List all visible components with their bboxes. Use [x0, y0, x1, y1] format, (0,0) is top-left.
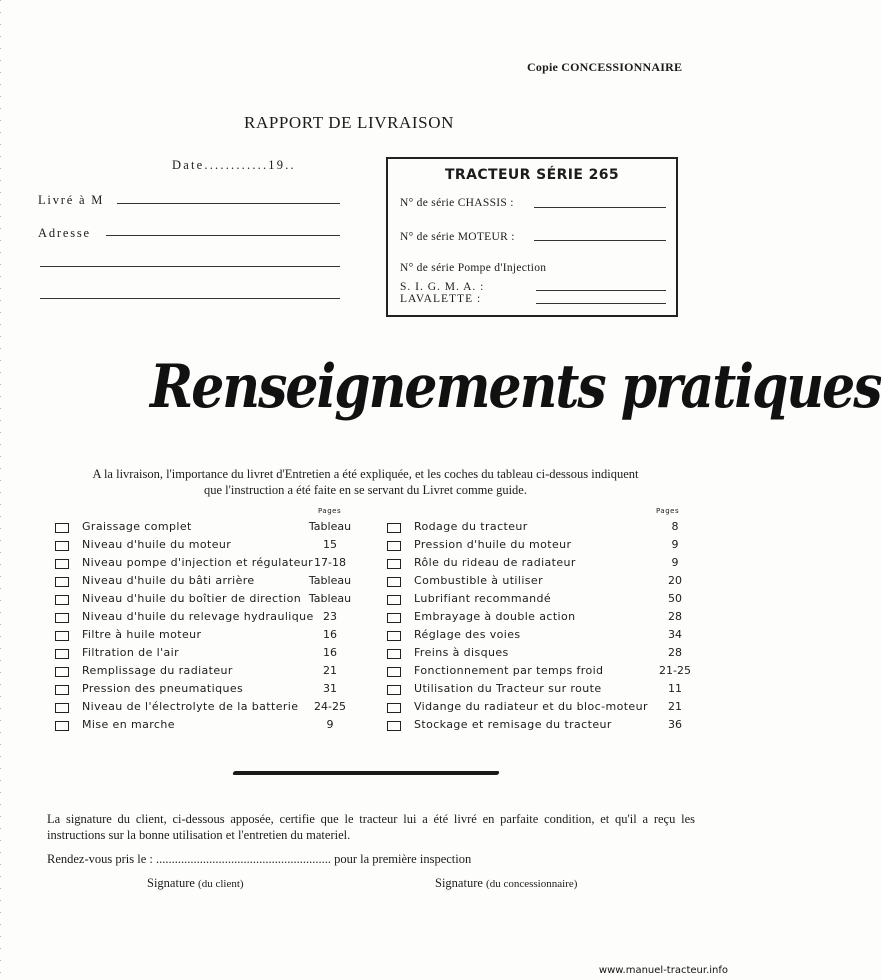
scan-edge-marks [0, 0, 1, 980]
copy-label: Copie CONCESSIONNAIRE [527, 60, 683, 74]
checklist-left-column [55, 520, 365, 740]
checklist-item-page: 9 [671, 556, 679, 569]
checkbox[interactable] [55, 577, 69, 587]
signature-concessionnaire [435, 876, 577, 891]
checklist-item-page: 21 [668, 700, 682, 713]
checklist-item [387, 700, 707, 718]
signature-client [147, 876, 244, 891]
checklist-item [387, 574, 707, 592]
checklist-item-page: 9 [326, 718, 334, 731]
checkbox[interactable] [55, 631, 69, 641]
checklist-item-label: Pression d'huile du moteur [414, 538, 572, 551]
separator-bar [232, 771, 499, 775]
checklist-item [55, 574, 365, 592]
checklist-item-page: 31 [323, 682, 337, 695]
checklist-item [387, 610, 707, 628]
checklist-item-page: 11 [668, 682, 682, 695]
checklist-item-page: 16 [323, 628, 337, 641]
checklist-item-page: Tableau [308, 592, 352, 605]
checklist-item-label: Freins à disques [414, 646, 509, 659]
checklist-item [387, 646, 707, 664]
serie-chassis-label: N° de série CHASSIS : [400, 197, 514, 209]
checklist-item [387, 718, 707, 736]
checkbox[interactable] [387, 577, 401, 587]
checklist-item-label: Combustible à utiliser [414, 574, 543, 587]
checklist-item-label: Réglage des voies [414, 628, 521, 641]
livre-label: Livré à M [38, 193, 105, 207]
signature-conc-label: Signature [435, 876, 483, 890]
checkbox[interactable] [387, 595, 401, 605]
checklist-item-label: Niveau de l'électrolyte de la batterie [82, 700, 299, 713]
serie-moteur-label: N° de série MOTEUR : [400, 231, 515, 243]
checklist-item-label: Utilisation du Tracteur sur route [414, 682, 602, 695]
checkbox[interactable] [387, 667, 401, 677]
checklist-item-label: Remplissage du radiateur [82, 664, 233, 677]
checklist-item-label: Fonctionnement par temps froid [414, 664, 604, 677]
lavalette-label: LAVALETTE : [400, 293, 482, 305]
renseignements-heading: Renseignements pratiques [150, 352, 881, 423]
checklist-item-label: Vidange du radiateur et du bloc-moteur [414, 700, 648, 713]
checklist-item-page: 24-25 [314, 700, 346, 713]
website-watermark: www.manuel-tracteur.info [598, 965, 728, 976]
checkbox[interactable] [55, 667, 69, 677]
intro-line-1: A la livraison, l'importance du livret d'Entretien a été expliquée, et les coches du tableau ci-dessous indiquent [92, 467, 639, 481]
checkbox[interactable] [55, 595, 69, 605]
checklist-item-label: Mise en marche [82, 718, 175, 731]
checklist-item [55, 556, 365, 574]
checklist-item-page: 21 [323, 664, 337, 677]
intro-text [20, 466, 711, 498]
livre-field-line[interactable] [117, 203, 340, 204]
checklist-item-page: 16 [323, 646, 337, 659]
checkbox[interactable] [387, 649, 401, 659]
checklist-item [55, 610, 365, 628]
checkbox[interactable] [55, 703, 69, 713]
checklist-item-label: Filtre à huile moteur [82, 628, 202, 641]
intro-line-2: que l'instruction a été faite en se servant du Livret comme guide. [204, 483, 527, 497]
checklist-item-label: Embrayage à double action [414, 610, 576, 623]
date-field-label: Date............19.. [172, 158, 296, 172]
checklist-item [55, 538, 365, 556]
checkbox[interactable] [387, 631, 401, 641]
checklist-item-label: Niveau d'huile du moteur [82, 538, 232, 551]
checklist-item [387, 538, 707, 556]
checklist-item-page: 28 [668, 646, 682, 659]
checkbox[interactable] [387, 541, 401, 551]
checklist-item [55, 592, 365, 610]
serie-chassis-line[interactable] [534, 207, 666, 208]
checkbox[interactable] [55, 613, 69, 623]
checklist-item-page: 21-25 [659, 664, 691, 677]
checklist-item-label: Pression des pneumatiques [82, 682, 244, 695]
lavalette-line[interactable] [536, 303, 666, 304]
checklist-item [55, 520, 365, 538]
checklist-item-label: Rôle du rideau de radiateur [414, 556, 576, 569]
pages-header-right: Pages [656, 507, 680, 515]
checklist-item-label: Niveau d'huile du bâti arrière [82, 574, 255, 587]
signature-conc-note: (du concessionnaire) [486, 878, 578, 890]
checkbox[interactable] [55, 523, 69, 533]
checkbox[interactable] [55, 559, 69, 569]
checklist-item-page: 20 [668, 574, 682, 587]
checklist-item-page: 23 [323, 610, 337, 623]
checklist-item [387, 664, 707, 682]
sigma-line[interactable] [536, 290, 666, 291]
checkbox[interactable] [387, 721, 401, 731]
checklist-item [55, 664, 365, 682]
checkbox[interactable] [387, 523, 401, 533]
signature-statement: La signature du client, ci-dessous apposée, certifie que le tracteur lui a été livré en parfaite condition, et qu'il a reçu les instructions sur la bonne utilisation et l'entretien du materiel. [47, 812, 695, 842]
checklist-item-label: Stockage et remisage du tracteur [414, 718, 612, 731]
checklist-item [55, 718, 365, 736]
checklist-item-label: Graissage complet [82, 520, 192, 533]
checklist-item [55, 628, 365, 646]
checklist-item-label: Lubrifiant recommandé [414, 592, 552, 605]
checkbox[interactable] [55, 541, 69, 551]
serie-moteur-line[interactable] [534, 240, 666, 241]
checkbox[interactable] [55, 721, 69, 731]
checkbox[interactable] [387, 559, 401, 569]
checklist-item-page: 50 [668, 592, 682, 605]
checklist-item-page: 28 [668, 610, 682, 623]
checkbox[interactable] [387, 703, 401, 713]
adresse-field-line-3[interactable] [40, 298, 340, 299]
checklist-item-page: Tableau [308, 520, 352, 533]
signature-client-label: Signature [147, 876, 195, 890]
sigma-label: S. I. G. M. A. : [400, 281, 485, 293]
rendezvous-line: Rendez-vous pris le : ........................................................ pour la première inspection [47, 852, 472, 866]
checklist-right-column [387, 520, 707, 740]
adresse-label: Adresse [38, 226, 91, 240]
checkbox[interactable] [387, 613, 401, 623]
signature-client-note: (du client) [198, 878, 244, 890]
adresse-field-line-2[interactable] [40, 266, 340, 267]
checklist-item-page: 9 [671, 538, 679, 551]
checklist-item [387, 556, 707, 574]
checklist-item-label: Rodage du tracteur [414, 520, 528, 533]
adresse-field-line-1[interactable] [106, 235, 340, 236]
checklist-item-label: Niveau d'huile du relevage hydraulique [82, 610, 314, 623]
checklist-item [387, 520, 707, 538]
checkbox[interactable] [55, 649, 69, 659]
checklist-item-label: Niveau pompe d'injection et régulateur [82, 556, 314, 569]
checklist-item-page: 36 [668, 718, 682, 731]
checklist-item-label: Filtration de l'air [82, 646, 180, 659]
checklist-item [387, 628, 707, 646]
checklist-item [55, 646, 365, 664]
checkbox[interactable] [387, 685, 401, 695]
checklist-item-page: 8 [671, 520, 679, 533]
tracteur-serie-box [386, 157, 678, 317]
checklist-item-page: 17-18 [314, 556, 346, 569]
checklist-item-page: 15 [323, 538, 337, 551]
page-title: RAPPORT DE LIVRAISON [244, 113, 454, 132]
serie-pompe-label: N° de série Pompe d'Injection [400, 262, 547, 274]
checklist-item [55, 682, 365, 700]
checklist-item [55, 700, 365, 718]
checklist-item-page: 34 [668, 628, 682, 641]
tracteur-serie-title: TRACTEUR SÉRIE 265 [444, 167, 620, 183]
checklist-item-label: Niveau d'huile du boîtier de direction [82, 592, 302, 605]
pages-header-left: Pages [318, 507, 342, 515]
checklist-item [387, 682, 707, 700]
checkbox[interactable] [55, 685, 69, 695]
checklist-item [387, 592, 707, 610]
checklist-item-page: Tableau [308, 574, 352, 587]
